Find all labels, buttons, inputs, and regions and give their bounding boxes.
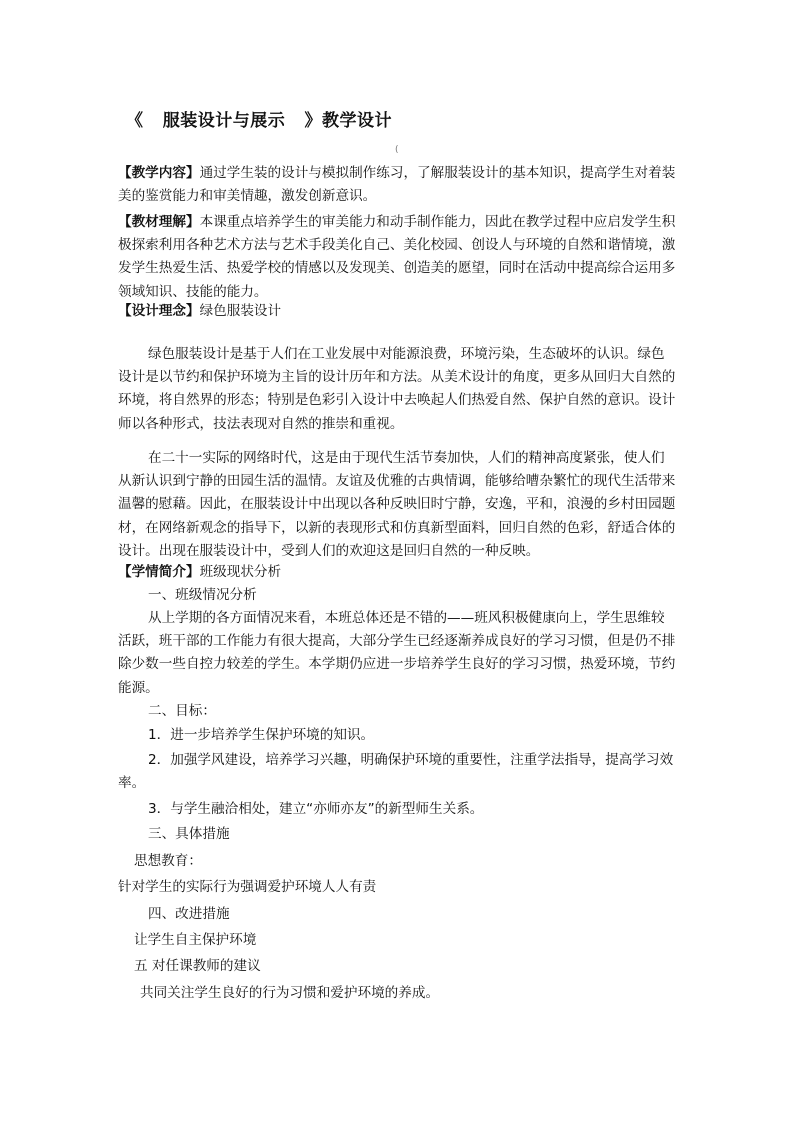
- section-text: 本课重点培养学生的审美能力和动手制作能力，因此在教学过程中应启发学生积极探索利用各种艺术方法与艺术手段美化自己、美化校园、创设人与环境的自然和谐情境，激发学生热爱生活、热爱学校的情感以及发现美、创造美的愿望，同时在活动中提高综合运用多领域知识、技能的能力。: [118, 214, 676, 300]
- measures-subheading: 思想教育：: [134, 853, 202, 869]
- section-content: [118, 162, 678, 208]
- concept-paragraph-1: 绿色服装设计是基于人们在工业发展中对能源浪费，环境污染，生态破坏的认识。绿色设计是以节约和保护环境为主旨的设计历年和方法。从美术设计的角度，更多从回归大自然的环境，将自然界的形态；特别是色彩引入设计中去唤起人们热爱自然、保护自然的意识。设计师以各种形式，技法表现对自然的推崇和重视。: [118, 346, 676, 432]
- page-title: 《 服装设计与展示 》教学设计: [126, 111, 393, 131]
- section-textbook: [118, 211, 678, 304]
- concept-paragraph-2: 在二十一实际的网络时代，这是由于现代生活节奏加快，人们的精神高度紧张，使人们从新认识到宁静的田园生活的温情。友谊及优雅的古典情调，能够给嘈杂繁忙的现代生活带来温馨的慰藉。因此，在服装设计中出现以各种反映旧时宁静，安逸，平和，浪漫的乡村田园题材，在网络新观念的指导下，以新的表现形式和仿真新型面料，回归自然的色彩，舒适合体的设计。出现在服装设计中，受到人们的欢迎这是回归自然的一种反映。: [118, 450, 676, 559]
- section-text: 绿色服装设计: [199, 303, 282, 319]
- subheading-goals: 二、目标：: [148, 703, 216, 719]
- section-label: 【学情简介】: [118, 564, 200, 580]
- section-label: 【教材理解】: [118, 214, 200, 230]
- section-label: 【设计理念】: [118, 303, 200, 319]
- improvements-text: 让学生自主保护环境: [134, 932, 257, 948]
- teacher-advice-text: 共同关注学生良好的行为习惯和爱护环境的养成。: [140, 985, 440, 1001]
- measures-text: 针对学生的实际行为强调爱护环境人人有责: [118, 879, 377, 895]
- goal-item-2: 2．加强学风建设，培养学习兴趣，明确保护环境的重要性，注重学法指导，提高学习效率。: [118, 752, 674, 792]
- subheading-class-analysis: 一、班级情况分析: [148, 587, 257, 603]
- subheading-measures: 三、具体措施: [148, 826, 230, 842]
- section-concept: [118, 300, 678, 323]
- goal-item-3: 3．与学生融洽相处，建立“亦师亦友”的新型师生关系。: [148, 801, 484, 817]
- section-label: 【教学内容】: [118, 165, 200, 181]
- class-analysis-text: 从上学期的各方面情况来看，本班总体还是不错的——班风积极健康向上，学生思维较活跃，班干部的工作能力有很大提高，大部分学生已经逐渐养成良好的学习习惯，但是仍不排除少数一些自控力较差的学生。本学期仍应进一步培养学生良好的学习习惯，热爱环境，节约能源。: [118, 610, 676, 696]
- section-students: [118, 561, 678, 584]
- goal-item-1: 1．进一步培养学生保护环境的知识。: [148, 727, 375, 743]
- subheading-improvements: 四、改进措施: [148, 906, 230, 922]
- subheading-teacher-advice: 五 对任课教师的建议: [134, 958, 261, 974]
- stray-mark: (: [395, 145, 399, 155]
- section-text: 班级现状分析: [199, 564, 282, 580]
- section-text: 通过学生装的设计与模拟制作练习，了解服装设计的基本知识，提高学生对着装美的鉴赏能力和审美情趣，激发创新意识。: [118, 165, 676, 205]
